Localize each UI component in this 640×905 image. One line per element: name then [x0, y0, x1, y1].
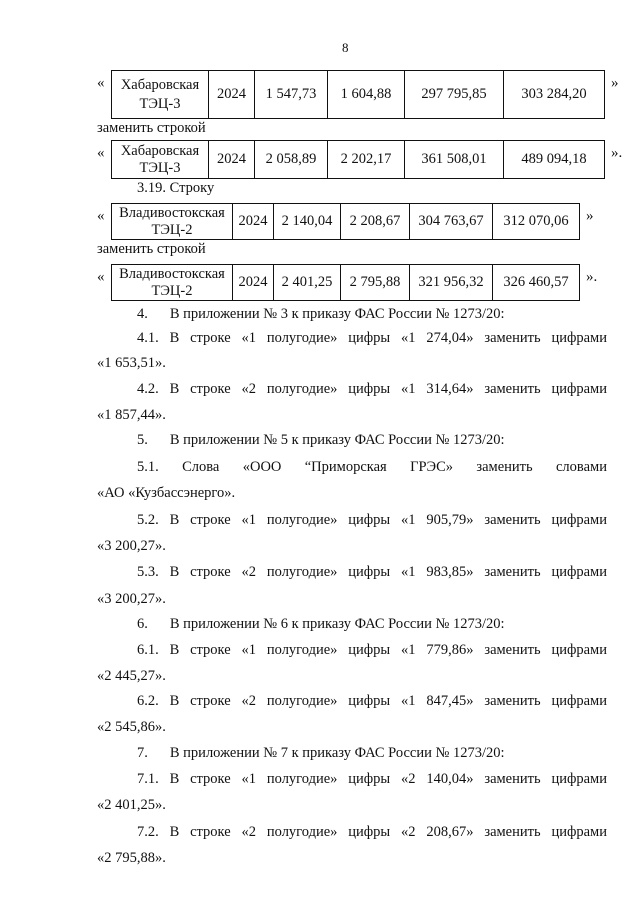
word: цифры: [348, 771, 391, 787]
item-text: В приложении № 3 к приказу ФАС России № 1273/20:: [169, 306, 505, 322]
value-cell: 2 208,67: [341, 204, 410, 240]
open-quote: «: [97, 75, 105, 91]
value-cell: 297 795,85: [405, 71, 504, 119]
station-suffix: ТЭЦ-3: [139, 159, 181, 176]
word: 4.2.: [137, 381, 159, 397]
word: заменить: [484, 771, 541, 787]
word: цифры: [348, 512, 391, 528]
open-quote: «: [97, 269, 105, 285]
value-cell: 304 763,67: [410, 204, 493, 240]
word: заменить: [484, 381, 541, 397]
word: В: [169, 381, 180, 397]
value-cell: 1 604,88: [328, 71, 405, 119]
station-name: Хабаровская: [120, 76, 200, 93]
item-7-2: [137, 824, 607, 841]
word: полугодие»: [266, 512, 338, 528]
station-suffix: ТЭЦ-3: [139, 95, 181, 112]
station-name-cell: [112, 204, 233, 240]
station-name-cell: [112, 265, 233, 301]
item-number: 7.: [137, 745, 148, 761]
word: цифры: [348, 824, 391, 840]
station-name: Владивостокская: [119, 265, 225, 282]
item-5-3: [137, 564, 607, 581]
item-3-19: 3.19. Строку: [137, 180, 215, 196]
word: строке: [190, 824, 231, 840]
year-cell: 2024: [209, 141, 255, 179]
close-quote: »: [611, 75, 619, 91]
item-7-2-continuation: «2 795,88».: [97, 850, 166, 866]
replace-text: заменить строкой: [97, 120, 206, 136]
year-cell: 2024: [209, 71, 255, 119]
word: цифры: [348, 381, 391, 397]
word: полугодие»: [266, 381, 338, 397]
item-7-1: [137, 771, 607, 788]
word: 140,04»: [426, 771, 474, 787]
word: 7.1.: [137, 771, 159, 787]
word: цифрами: [551, 512, 607, 528]
word: цифрами: [551, 771, 607, 787]
item-text: В приложении № 6 к приказу ФАС России № 1273/20:: [169, 616, 505, 632]
item-6: [137, 616, 505, 633]
word: заменить: [484, 330, 541, 346]
station-name-cell: [112, 71, 209, 119]
item-7-1-continuation: «2 401,25».: [97, 797, 166, 813]
word: 5.3.: [137, 564, 159, 580]
word: 6.2.: [137, 693, 159, 709]
word: цифры: [348, 330, 391, 346]
page-number: 8: [342, 40, 349, 55]
tariff-table: [111, 140, 605, 179]
item-5-2: [137, 512, 607, 529]
word: В: [169, 330, 180, 346]
word: «ООО: [242, 459, 282, 475]
replace-text: заменить строкой: [97, 241, 206, 257]
value-cell: 303 284,20: [504, 71, 605, 119]
item-6-1-continuation: «2 445,27».: [97, 668, 166, 684]
word: 779,86»: [426, 642, 474, 658]
word: 208,67»: [426, 824, 474, 840]
word: «1: [401, 642, 416, 658]
word: «2: [401, 771, 416, 787]
word: заменить: [476, 459, 533, 475]
word: заменить: [484, 642, 541, 658]
word: цифрами: [551, 642, 607, 658]
value-cell: 2 058,89: [255, 141, 328, 179]
word: «2: [241, 381, 257, 397]
value-cell: 361 508,01: [405, 141, 504, 179]
word: полугодие»: [266, 330, 338, 346]
word: 905,79»: [426, 512, 474, 528]
word: строке: [190, 381, 231, 397]
word: «1: [401, 564, 416, 580]
word: 847,45»: [426, 693, 474, 709]
item-5-1-continuation: «АО «Кузбассэнерго».: [97, 485, 236, 501]
word: 7.2.: [137, 824, 159, 840]
station-suffix: ТЭЦ-2: [151, 221, 193, 238]
word: ГРЭС»: [410, 459, 454, 475]
word: Слова: [182, 459, 220, 475]
word: В: [169, 642, 180, 658]
value-cell: 2 795,88: [341, 265, 410, 301]
word: «1: [401, 381, 416, 397]
word: полугодие»: [266, 824, 338, 840]
value-cell: 2 401,25: [274, 265, 341, 301]
word: цифрами: [551, 693, 607, 709]
word: В: [169, 693, 180, 709]
value-cell: 1 547,73: [255, 71, 328, 119]
word: заменить: [484, 564, 541, 580]
tariff-table: [111, 203, 580, 240]
table-row: [97, 203, 594, 240]
word: цифры: [348, 564, 391, 580]
word: «1: [241, 512, 257, 528]
table-row: [97, 140, 622, 179]
item-6-2-continuation: «2 545,86».: [97, 719, 166, 735]
value-cell: 489 094,18: [504, 141, 605, 179]
value-cell: 2 140,04: [274, 204, 341, 240]
value-cell: 321 956,32: [410, 265, 493, 301]
word: заменить: [484, 512, 541, 528]
word: В: [169, 824, 180, 840]
word: В: [169, 564, 180, 580]
item-5-2-continuation: «3 200,27».: [97, 538, 166, 554]
open-quote: «: [97, 208, 105, 224]
item-number: 5.: [137, 432, 148, 448]
word: цифрами: [551, 564, 607, 580]
word: 274,04»: [426, 330, 474, 346]
item-6-2: [137, 693, 607, 710]
table-row: [97, 70, 619, 119]
word: цифрами: [551, 381, 607, 397]
station-name: Владивостокская: [119, 204, 225, 221]
close-quote: ».: [586, 269, 598, 285]
item-6-1: [137, 642, 607, 659]
word: «1: [401, 693, 416, 709]
tariff-table: [111, 264, 580, 301]
open-quote: «: [97, 145, 105, 161]
word: 983,85»: [426, 564, 474, 580]
word: 6.1.: [137, 642, 159, 658]
word: заменить: [484, 824, 541, 840]
word: «2: [241, 693, 257, 709]
word: строке: [190, 771, 231, 787]
item-4-1-continuation: «1 653,51».: [97, 355, 166, 371]
value-cell: 2 202,17: [328, 141, 405, 179]
year-cell: 2024: [233, 204, 274, 240]
word: полугодие»: [266, 771, 338, 787]
word: В: [169, 771, 180, 787]
word: заменить: [484, 693, 541, 709]
station-name: Хабаровская: [120, 142, 200, 159]
word: «2: [241, 564, 257, 580]
station-name-cell: [112, 141, 209, 179]
item-5: [137, 432, 505, 449]
item-4-2: [137, 381, 607, 398]
word: «2: [241, 824, 257, 840]
word: «2: [401, 824, 416, 840]
word: строке: [190, 564, 231, 580]
word: полугодие»: [266, 642, 338, 658]
word: «1: [401, 512, 416, 528]
value-cell: 312 070,06: [493, 204, 580, 240]
word: строке: [190, 512, 231, 528]
word: 314,64»: [426, 381, 474, 397]
word: полугодие»: [266, 693, 338, 709]
word: словами: [556, 459, 607, 475]
item-number: 6.: [137, 616, 148, 632]
word: строке: [190, 330, 231, 346]
word: цифры: [348, 693, 391, 709]
item-4-2-continuation: «1 857,44».: [97, 407, 166, 423]
year-cell: 2024: [233, 265, 274, 301]
item-4-1: [137, 330, 607, 347]
word: цифрами: [551, 330, 607, 346]
word: цифры: [348, 642, 391, 658]
word: «1: [241, 642, 257, 658]
item-number: 4.: [137, 306, 148, 322]
station-suffix: ТЭЦ-2: [151, 282, 193, 299]
item-text: В приложении № 7 к приказу ФАС России № 1273/20:: [169, 745, 505, 761]
word: строке: [190, 693, 231, 709]
value-cell: 326 460,57: [493, 265, 580, 301]
word: строке: [190, 642, 231, 658]
item-text: В приложении № 5 к приказу ФАС России № 1273/20:: [169, 432, 505, 448]
word: цифрами: [551, 824, 607, 840]
word: “Приморская: [304, 459, 387, 475]
item-5-1: [137, 459, 607, 476]
table-row: [97, 264, 597, 301]
close-quote: »: [586, 208, 594, 224]
word: 5.2.: [137, 512, 159, 528]
word: полугодие»: [266, 564, 338, 580]
close-quote: ».: [611, 145, 623, 161]
item-5-3-continuation: «3 200,27».: [97, 591, 166, 607]
item-7: [137, 745, 505, 762]
item-4: [137, 306, 505, 323]
word: 5.1.: [137, 459, 159, 475]
word: «1: [241, 771, 257, 787]
word: В: [169, 512, 180, 528]
word: «1: [401, 330, 416, 346]
word: 4.1.: [137, 330, 159, 346]
word: «1: [241, 330, 257, 346]
tariff-table: [111, 70, 605, 119]
